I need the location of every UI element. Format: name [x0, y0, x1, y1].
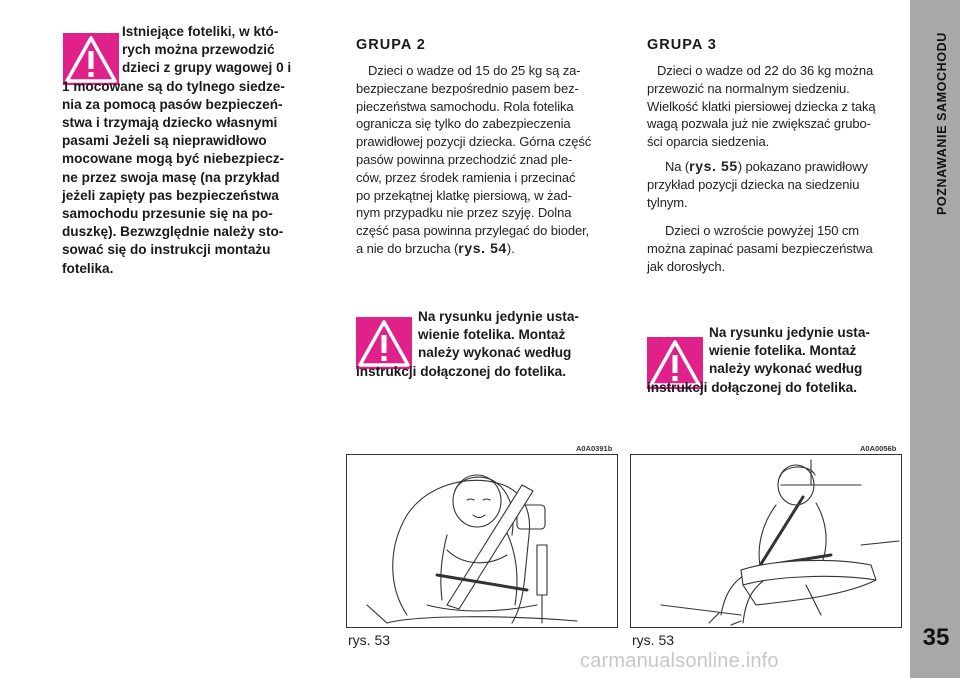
- watermark-text: carmanualsonline.info: [580, 650, 779, 672]
- figure-reference: rys. 55: [689, 158, 738, 174]
- group2-heading: GRUPA 2: [356, 37, 426, 53]
- section-title: POZNAWANIE SAMOCHODU: [935, 32, 949, 215]
- group2-line-last: [356, 240, 608, 258]
- group2-line: ców, przez środek ramienia i przecinać: [356, 169, 576, 185]
- group2-ref-tail: ).: [506, 240, 515, 256]
- group3-heading: GRUPA 3: [647, 37, 717, 53]
- group3-line: przykład pozycji dziecka na siedzeniu: [647, 176, 860, 192]
- warning-line: sować się do instrukcji montażu: [62, 242, 271, 258]
- warning-line: pasami Jeżeli są nieprawidłowo: [62, 133, 267, 149]
- warning-text-right: [647, 324, 897, 397]
- group2-line-text: a nie do brzucha (: [356, 240, 459, 256]
- group3-paragraph-3: [647, 222, 897, 275]
- warning-line: dzieci z grupy wagowej 0 i: [122, 60, 292, 76]
- group3-line: wagą pozwala już nie zwiększać grubo-: [647, 116, 871, 132]
- warning-line: jeżeli zapięty pas bezpieczeństwa: [62, 187, 279, 203]
- warning-line: 1 mocowane są do tylnego siedze-: [62, 78, 285, 94]
- warning-line: Na rysunku jedynie usta-: [418, 309, 579, 324]
- group2-line: po przekątnej klatkę piersiową, w żad-: [356, 187, 572, 203]
- warning-text-left: [62, 23, 316, 278]
- group3-line: Dzieci o wzroście powyżej 150 cm: [665, 223, 860, 238]
- group2-line: Dzieci o wadze od 15 do 25 kg są za-: [368, 63, 581, 78]
- group3-line: można zapinać pasami bezpieczeństwa: [647, 240, 873, 256]
- figure-reference: rys. 54: [458, 239, 507, 256]
- page-number: 35: [922, 624, 950, 651]
- figure-code: A0A0056b: [860, 444, 897, 453]
- group3-paragraph-2: [647, 158, 897, 211]
- warning-line: Istniejące foteliki, w któ-: [122, 24, 279, 39]
- group2-line: prawidłowej pozycji dziecka. Górna część: [356, 134, 592, 150]
- warning-line: fotelika.: [62, 260, 114, 276]
- warning-line: mocowane mogą być niebezpiecz-: [62, 151, 285, 167]
- child-seat-illustration: [347, 455, 617, 627]
- group3-paragraph-1: [647, 62, 897, 151]
- group3-p2-rest: ) pokazano prawidłowy: [737, 159, 868, 174]
- group2-line: ogranicza się tylko do zabezpieczenia: [356, 116, 571, 132]
- group3-line: tylnym.: [647, 194, 688, 210]
- warning-line: nia za pomocą pasów bezpieczeń-: [62, 96, 283, 112]
- warning-line: Na rysunku jedynie usta-: [709, 325, 870, 340]
- group2-line: pieczeństwa samochodu. Rola fotelika: [356, 98, 574, 114]
- group3-line: Dzieci o wadze od 22 do 36 kg można: [657, 63, 874, 78]
- warning-text-middle: [356, 308, 608, 381]
- figure-caption: rys. 53: [632, 632, 675, 648]
- warning-line: należy wykonać według: [709, 361, 863, 377]
- warning-line: samochodu przesunie się na po-: [62, 206, 273, 222]
- warning-line: instrukcji dołączonej do fotelika.: [356, 363, 566, 379]
- group3-line: Wielkość klatki piersiowej dziecka z taką: [647, 98, 876, 114]
- group3-line-first: [647, 158, 897, 176]
- group3-line: przewozić na normalnym siedzeniu.: [647, 80, 850, 96]
- warning-line: należy wykonać według: [418, 345, 572, 361]
- warning-line: rych można przewodzić: [122, 42, 275, 58]
- group2-line: bezpieczane bezpośrednio pasem bez-: [356, 80, 579, 96]
- warning-line: ne przez swoja masę (na przykład: [62, 169, 280, 185]
- warning-line: wienie fotelika. Montaż: [418, 327, 566, 343]
- warning-line: duszkę). Bezwzględnie należy sto-: [62, 224, 284, 240]
- group3-p2-start: Na (: [665, 159, 690, 174]
- child-cushion-illustration: [631, 455, 901, 627]
- warning-line: stwa i trzymają dziecko własnymi: [62, 115, 278, 131]
- group3-line: jak dorosłych.: [647, 258, 726, 274]
- figure-code: A0A0391b: [576, 444, 613, 453]
- group3-line: ści oparcia siedzenia.: [647, 134, 770, 150]
- warning-line: wienie fotelika. Montaż: [709, 343, 857, 359]
- figure-caption: rys. 53: [348, 632, 391, 648]
- group2-line: część pasa powinna przylegać do bioder,: [356, 223, 590, 239]
- group2-paragraph: [356, 62, 608, 258]
- figure-child-booster-cushion: [630, 454, 902, 628]
- figure-child-booster-seat: [346, 454, 618, 628]
- group2-line: nym przypadku nie przez szyję. Dolna: [356, 205, 572, 221]
- warning-line: instrukcji dołączonej do fotelika.: [647, 379, 857, 395]
- group2-line: pasów powinna przechodzić znad ple-: [356, 151, 573, 167]
